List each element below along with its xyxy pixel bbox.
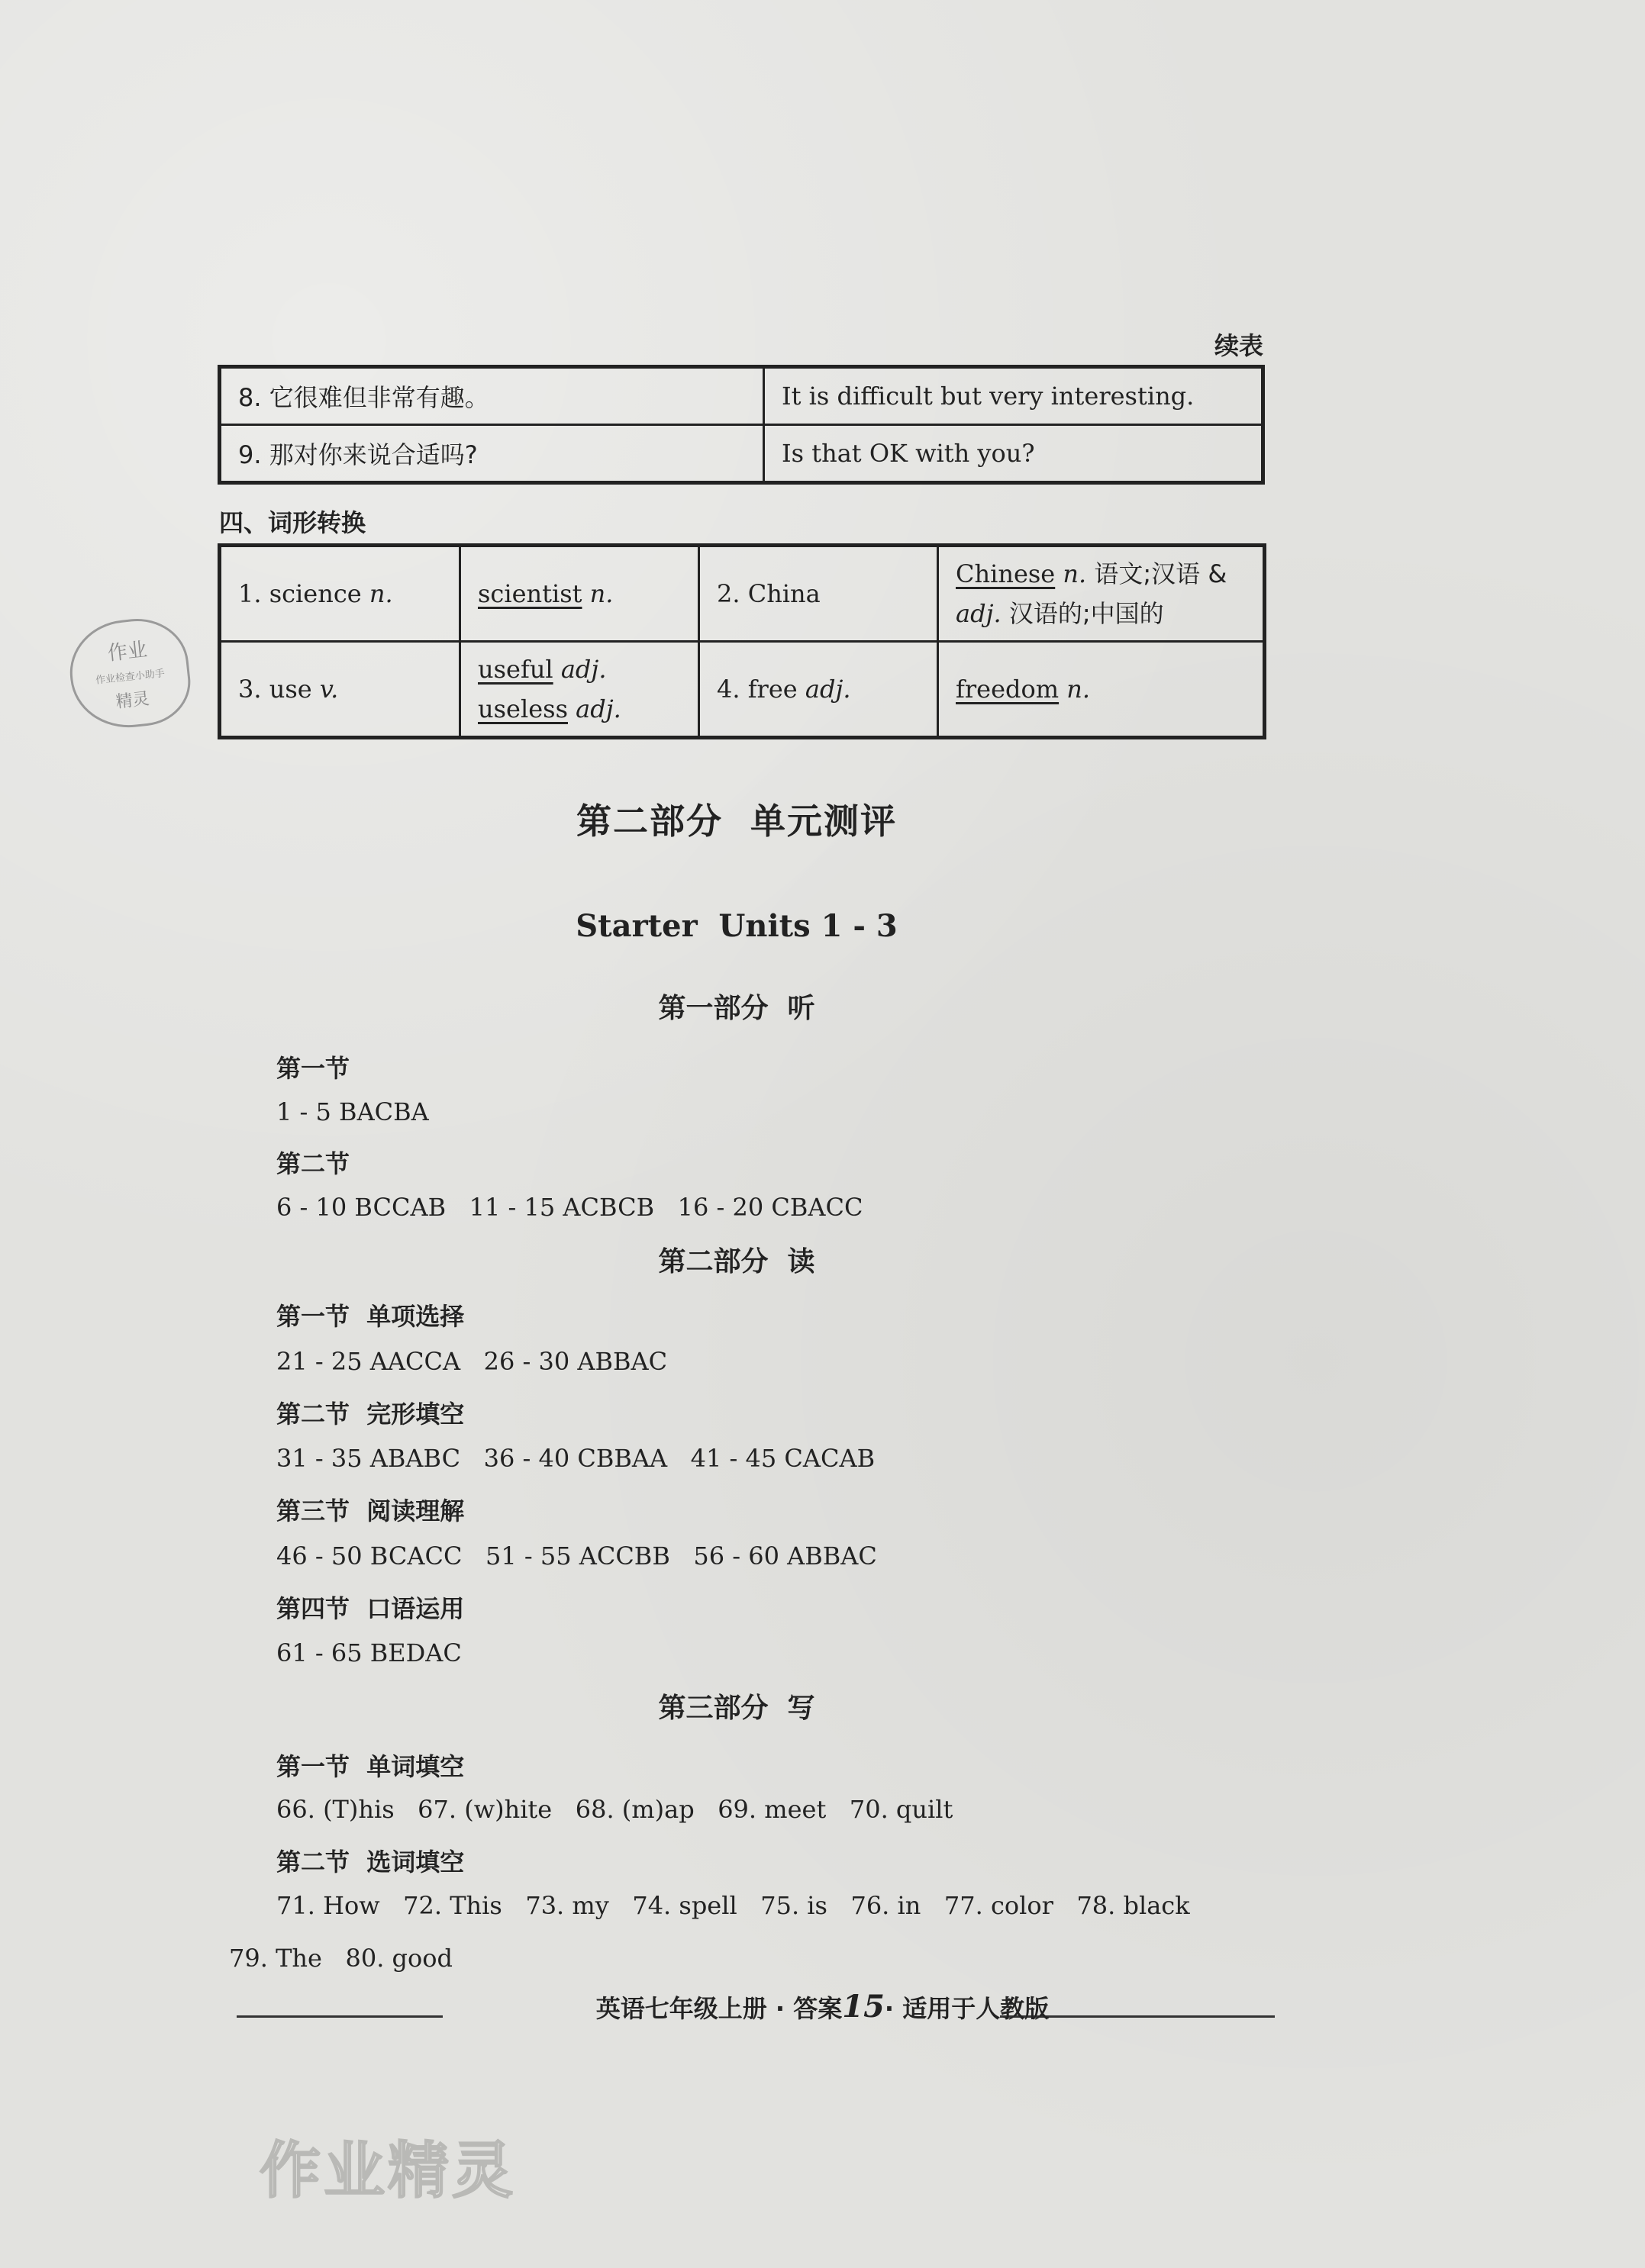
section-label: 第二节	[276, 1149, 350, 1178]
unit-heading: Starter Units 1 - 3	[576, 908, 898, 944]
continued-table	[218, 365, 1265, 485]
homework-stamp: 作业 作业检查小助手 精灵	[65, 614, 195, 733]
table-row	[220, 546, 1265, 642]
continued-label: 续表	[1214, 331, 1263, 360]
derived-word-cell: useful adj. useless adj.	[460, 642, 699, 738]
section-label: 第一节	[276, 1054, 350, 1083]
english-sentence: Is that OK with you?	[764, 425, 1263, 483]
derived-word-cell: Chinese n. 语文;汉语 & adj. 汉语的;中国的	[938, 546, 1265, 642]
section-label: 第二节 完形填空	[276, 1400, 465, 1429]
base-word-cell: 4. free adj.	[699, 642, 938, 738]
section-label: 第二节 选词填空	[276, 1848, 465, 1877]
answer-line: 1 - 5 BACBA	[276, 1097, 429, 1126]
section-four-title: 四、词形转换	[219, 508, 366, 537]
chinese-sentence: 8. 它很难但非常有趣。	[220, 367, 764, 425]
derived-word-cell: freedom n.	[938, 642, 1265, 738]
answer-line-continued: 79. The 80. good	[229, 1944, 453, 1973]
chinese-sentence: 9. 那对你来说合适吗?	[220, 425, 764, 483]
page-footer: 英语七年级上册 · 答案15· 适用于人教版	[595, 1989, 1050, 2025]
english-sentence: It is difficult but very interesting.	[764, 367, 1263, 425]
table-row	[220, 642, 1265, 738]
answer-line: 6 - 10 BCCAB 11 - 15 ACBCB 16 - 20 CBACC	[276, 1193, 863, 1222]
part-title-listening: 第一部分 听	[658, 993, 815, 1024]
answer-line: 31 - 35 ABABC 36 - 40 CBBAA 41 - 45 CACAB	[276, 1444, 876, 1473]
answer-line: 66. (T)his 67. (w)hite 68. (m)ap 69. meet 70. quilt	[276, 1795, 953, 1824]
section-label: 第四节 口语运用	[276, 1594, 465, 1623]
part-title-writing: 第三部分 写	[658, 1693, 815, 1724]
main-heading: 第二部分 单元测评	[576, 801, 898, 842]
base-word-cell: 2. China	[699, 546, 938, 642]
answer-line: 61 - 65 BEDAC	[276, 1638, 462, 1667]
answer-line: 46 - 50 BCACC 51 - 55 ACCBB 56 - 60 ABBAC	[276, 1542, 877, 1571]
section-label: 第一节 单词填空	[276, 1752, 465, 1781]
derived-word-cell: scientist n.	[460, 546, 699, 642]
watermark: 作业精灵	[260, 2135, 516, 2206]
word-form-table	[218, 543, 1266, 739]
page-number: 15	[842, 1989, 885, 2025]
section-label: 第三节 阅读理解	[276, 1496, 465, 1525]
base-word-cell: 1. science n.	[220, 546, 460, 642]
table-row	[220, 425, 1263, 483]
base-word-cell: 3. use v.	[220, 642, 460, 738]
answer-line: 71. How 72. This 73. my 74. spell 75. is 76. in 77. color 78. black	[276, 1891, 1190, 1920]
part-title-reading: 第二部分 读	[658, 1246, 815, 1277]
table-row	[220, 367, 1263, 425]
section-label: 第一节 单项选择	[276, 1302, 465, 1331]
answer-line: 21 - 25 AACCA 26 - 30 ABBAC	[276, 1347, 668, 1376]
